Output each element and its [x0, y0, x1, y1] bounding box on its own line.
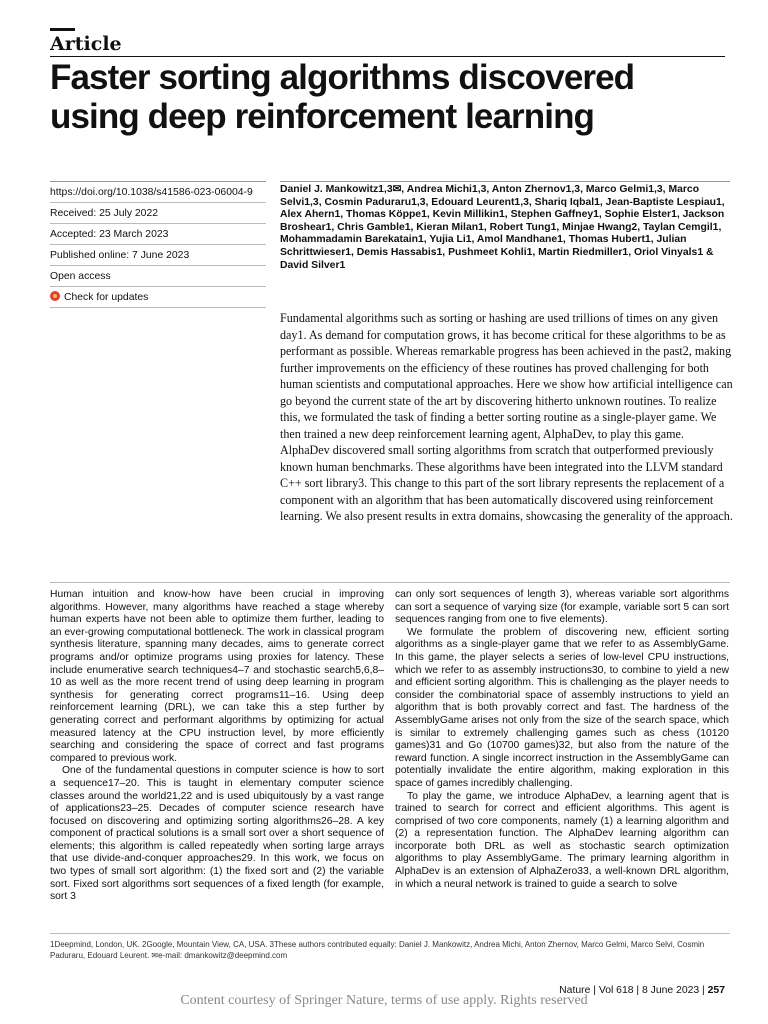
article-label: Article — [50, 33, 122, 55]
body-top-rule — [50, 582, 730, 583]
meta-divider — [50, 307, 266, 308]
page-title: Faster sorting algorithms discovered using deep reinforcement learning — [50, 58, 635, 136]
meta-top-rule — [50, 181, 266, 182]
meta-divider — [50, 286, 266, 287]
abstract: Fundamental algorithms such as sorting or hashing are used trillions of times on any given day1. As demand for computation grows, it has become critical for these algorithms to be as performant as possible. Whereas remarkable progress has been achieved in the past2, making further improvements on the efficiency of these routines has proved challenging for both human scientists and computational approaches. Here we show how artificial intelligence can go beyond the current state of the art by discovering hitherto unknown routines. To realize this, we formulated the task of finding a better sorting routine as a single-player game. We then trained a new deep reinforcement learning agent, AlphaDev, to play this game. AlphaDev discovered small sorting algorithms from scratch that outperformed previously known human benchmarks. These algorithms have been integrated into the LLVM standard C++ sort library3. This change to this part of the sort library represents the replacement of a component with an algorithm that has been automatically discovered using reinforcement learning. We also present results in extra domains, showcasing the generality of the approach. — [280, 311, 733, 523]
authors-top-rule — [280, 181, 730, 182]
check-updates-label: Check for updates — [64, 292, 149, 303]
body-paragraph: One of the fundamental questions in computer science is how to sort a sequence17–20. This is taught in elementary computer science classes around the world21,22 and is used ubiquitously by a vast range of applications23–25. Decades of computer science research have focused on discovering and optimizing sorting algorithms26–28. A key component of practical solutions is a small sort over a short sequence of elements; this algorithm is called repeatedly when sorting large arrays that use divide-and-conquer approaches29. In this work, we focus on two types of small sort algorithm: (1) the fixed sort and (2) the variable sort. Fixed sort algorithms sort sequences of a fixed length (for example, sort 3 — [50, 765, 384, 903]
body-paragraph: Human intuition and know-how have been crucial in improving algorithms. However, many algorithms have reached a stage whereby human experts have not been able to optimize them further, leading to an ever-growing computational bottleneck. The work in classical program synthesis literature, spanning many decades, aims to generate correct programs and/or optimize programs using proxies for latency. These include enumerative search techniques4–7 and stochastic search5,6,8–10 as well as the more recent trend of using deep learning in program synthesis for generating correct programs11–16. Using deep reinforcement learning (DRL), we can take this a step further by generating correct and performant algorithms by optimizing for actual measured latency at the CPU instruction level, by more efficiently searching and considering the space of correct and fast programs compared to previous work. — [50, 589, 384, 764]
title-rule — [50, 56, 725, 57]
meta-divider — [50, 202, 266, 203]
copyright-watermark: Content courtesy of Springer Nature, terms of use apply. Rights reserved — [180, 993, 588, 1008]
journal-citation: Nature | Vol 618 | 8 June 2023 | — [559, 985, 705, 996]
meta-divider — [50, 244, 266, 245]
meta-divider — [50, 223, 266, 224]
page-number: 257 — [707, 985, 725, 996]
footnote-rule — [50, 933, 730, 934]
body-paragraph: can only sort sequences of length 3), whereas variable sort algorithms can sort a sequence of varying size (for example, variable sort 5 can sort sequences ranging from one to five elements). — [395, 589, 729, 626]
accepted-date: Accepted: 23 March 2023 — [50, 229, 169, 240]
open-access-label: Open access — [50, 271, 111, 282]
doi-link[interactable]: https://doi.org/10.1038/s41586-023-06004-9 — [50, 187, 253, 198]
body-column-left — [50, 589, 384, 904]
published-date: Published online: 7 June 2023 — [50, 250, 190, 261]
body-paragraph: We formulate the problem of discovering new, efficient sorting algorithms as a single-player game that we refer to as AssemblyGame. In this game, the player selects a series of low-level CPU instructions, which we refer to as assembly instructions30, to combine to yield a new and efficient sorting algorithm. This is challenging as the player needs to consider the combinatorial space of assembly instructions to yield an algorithm that is both provably correct and fast. The hardness of the AssemblyGame arises not only from the size of the search space, which is similar to extremely challenging games such as chess (10120 games)31 and Go (10700 games)32, but also from the nature of the reward function. A single incorrect instruction in the AssemblyGame can potentially invalidate the entire algorithm, making exploration in this space of games incredibly challenging. — [395, 626, 729, 789]
received-date: Received: 25 July 2022 — [50, 208, 159, 219]
meta-divider — [50, 265, 266, 266]
affiliations-footnote: 1Deepmind, London, UK. 2Google, Mountain View, CA, USA. 3These authors contributed equally: Daniel J. Mankowitz, Andrea Michi, Anton Zhernov, Marco Gelmi, Marco Selvi, Cosmin Paduraru, Edouard Leurent. ✉e-mail: dmankowitz@deepmind.com — [50, 940, 705, 960]
body-column-right — [395, 589, 729, 891]
author-list: Daniel J. Mankowitz1,3✉, Andrea Michi1,3, Anton Zhernov1,3, Marco Gelmi1,3, Marco Selvi1,3, Cosmin Paduraru1,3, Edouard Leurent1,3, Shariq Iqbal1, Jean-Baptiste Lespiau1, Alex Ahern1, Thomas Köppe1, Kevin Millikin1, Stephen Gaffney1, Sophie Elster1, Jackson Broshear1, Chris Gamble1, Kieran Milan1, Robert Tung1, Minjae Hwang2, Taylan Cemgil1, Mohammadamin Barekatain1, Yujia Li1, Amol Mandhane1, Thomas Hubert1, Julian Schrittwieser1, Demis Hassabis1, Pushmeet Kohli1, Martin Riedmiller1, Oriol Vinyals1 & David Silver1 — [280, 184, 725, 271]
article-rule-short — [50, 28, 75, 31]
check-updates-button[interactable] — [50, 291, 266, 304]
check-updates-icon — [50, 291, 60, 301]
body-paragraph: To play the game, we introduce AlphaDev, a learning agent that is trained to search for correct and efficient algorithms. This agent is comprised of two core components, namely (1) a learning algorithm and (2) a representation function. The AlphaDev learning algorithm can incorporate both DRL as well as stochastic search optimization algorithms to play AssemblyGame. The primary learning algorithm in AlphaDev is an extension of AlphaZero33, a well-known DRL algorithm, in which a neural network is trained to guide a search to solve — [395, 790, 729, 890]
